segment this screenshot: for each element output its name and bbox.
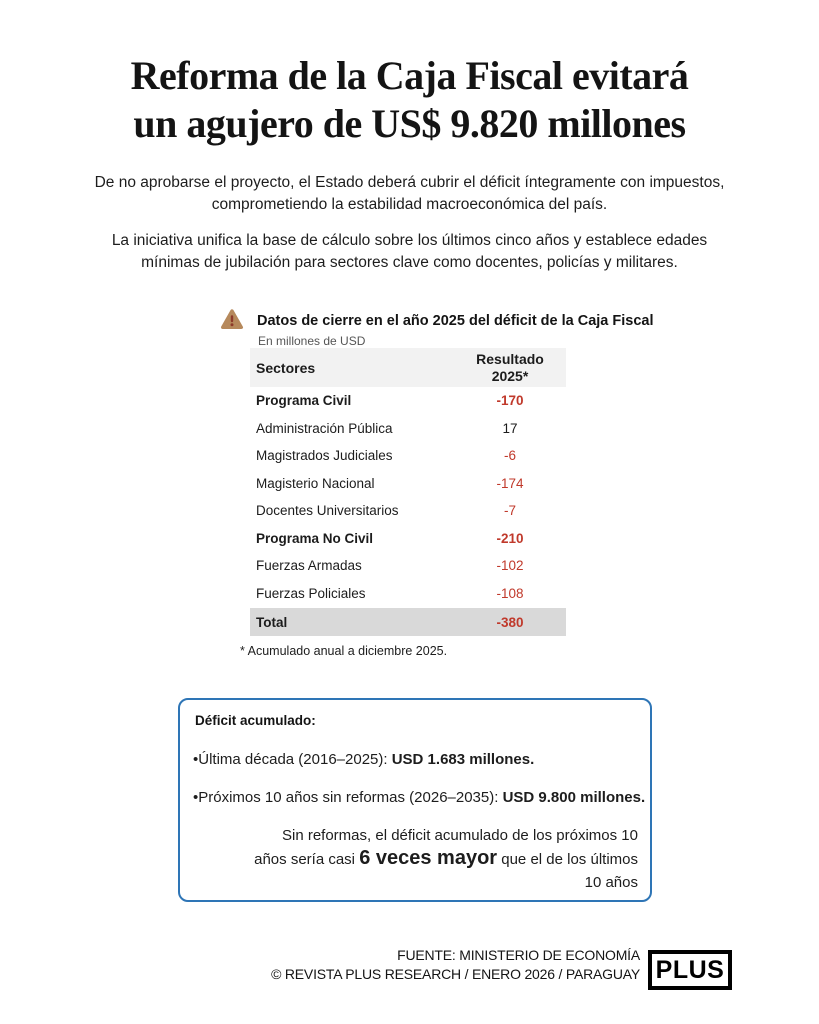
sector-label: Administración Pública [256,420,393,436]
table-footnote: * Acumulado anual a diciembre 2025. [240,644,448,658]
table-title: Datos de cierre en el año 2025 del déficit de la Caja Fiscal [257,313,654,329]
table-header-row [250,348,566,387]
deficit-box-note [248,824,638,894]
deficit-note-part1: Sin reformas, el déficit acumulado de los próximos 10 años sería casi [254,827,638,868]
column-header-resultado-line2: 2025* [491,367,529,384]
table-row [250,470,566,498]
table-row [250,580,566,608]
sector-label: Fuerzas Policiales [256,585,366,601]
page-title-line1: Reforma de la Caja Fiscal evitará [130,53,689,98]
deficit-note-part2: que el de los últimos 10 años [497,851,638,891]
total-value: -380 [496,614,524,630]
table-unit-note: En millones de USD [258,334,366,348]
plus-logo: PLUS [648,950,732,990]
deficit-bullet-1-text: •Última década (2016–2025): [193,751,392,768]
table-row [250,415,566,443]
deficit-box-heading: Déficit acumulado: [195,713,316,728]
table-row [250,552,566,580]
footer-credits [271,946,640,984]
deficit-bullet-2-value: USD 9.800 millones. [502,789,646,806]
sector-label: Programa Civil [256,393,352,409]
page-title [0,52,819,148]
footer-credit-line: © REVISTA PLUS RESEARCH / ENERO 2026 / PARAGUAY [271,966,640,982]
table-title-row [220,306,654,331]
deficit-bullet-1-value: USD 1.683 millones. [391,751,535,768]
intro-paragraph-2: La iniciativa unifica la base de cálculo sobre los últimos cinco años y establece edades mínimas de jubilación para sectores clave como docentes, policías y militares. [111,232,708,271]
sector-label: Fuerzas Armadas [256,558,362,574]
deficit-bullet-2-text: •Próximos 10 años sin reformas (2026–2035): [193,789,503,806]
table-total-row [250,608,566,636]
deficit-table [250,348,566,636]
sector-label: Magisterio Nacional [256,475,375,491]
sector-value: -170 [496,393,524,409]
column-header-resultado [454,351,566,385]
warning-triangle-icon [220,308,244,330]
sector-label: Programa No Civil [256,530,374,546]
table-row [250,442,566,470]
sector-value: -108 [496,585,524,601]
sector-value: -102 [496,558,524,574]
total-label: Total [256,614,288,630]
page-title-line2: un agujero de US$ 9.820 millones [133,101,686,146]
table-row [250,525,566,553]
intro-paragraph-1: De no aprobarse el proyecto, el Estado deberá cubrir el déficit íntegramente con impuestos, comprometiendo la estabilidad macroeconómica del país. [94,174,725,213]
deficit-bullet-2 [193,789,645,806]
sector-label: Docentes Universitarios [256,503,399,519]
sector-value: -174 [496,475,524,491]
sector-value: -7 [503,503,516,519]
sector-label: Magistrados Judiciales [256,448,393,464]
table-row [250,497,566,525]
deficit-note-highlight: 6 veces mayor [359,847,498,869]
table-row [250,387,566,415]
sector-value: -6 [503,448,516,464]
footer-source: FUENTE: MINISTERIO DE ECONOMÍA [397,947,640,963]
column-header-sectores: Sectores [256,359,316,376]
deficit-summary-box [178,698,652,902]
column-header-resultado-line1: Resultado [476,350,544,367]
sector-value: 17 [502,420,518,436]
deficit-bullet-1 [193,751,534,768]
sector-value: -210 [496,530,524,546]
